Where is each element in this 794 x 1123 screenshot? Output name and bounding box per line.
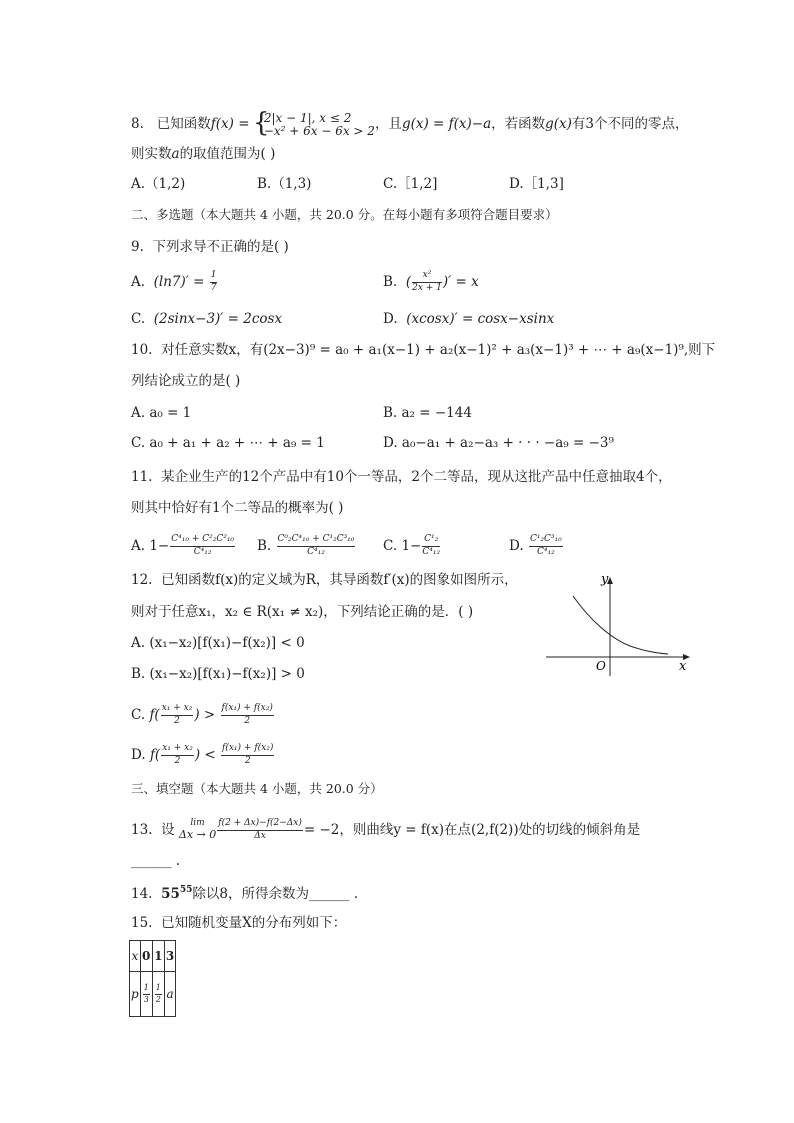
q15-row-p: [130, 972, 176, 1017]
q13-blank[interactable]: ______ .: [131, 853, 181, 869]
q12-d-pre: f(: [149, 746, 161, 763]
q13-pre: 设: [161, 821, 175, 838]
q12-option-c[interactable]: [131, 704, 275, 727]
q11-b-num: C⁰₂C⁴₁₀ + C¹₂C³₁₀: [277, 535, 356, 547]
q12-c-frac2: [221, 704, 274, 727]
q10-option-b[interactable]: B. a₂ = −144: [383, 405, 472, 421]
graph-x-label: x: [679, 659, 687, 674]
q10-option-c[interactable]: C. a₀ + a₁ + a₂ + ⋯ + a₉ = 1: [131, 435, 325, 451]
q15-cell-0: 0: [140, 941, 152, 972]
q11-c-den: C⁴₁₂: [422, 546, 441, 557]
q11-d-fraction: [529, 535, 563, 558]
q13-fraction: [217, 819, 303, 842]
q11-d-den: C⁴₁₂: [536, 546, 555, 557]
q8-line2: [131, 148, 275, 162]
q13-number: 13.: [131, 821, 153, 838]
q14-text: 除以8，所得余数为: [192, 886, 309, 902]
q9-text: 下列求导不正确的是( ): [152, 239, 289, 255]
q8-option-d[interactable]: D.［1,3]: [509, 176, 564, 192]
q12-c-pre: f(: [149, 706, 160, 723]
q11-option-b[interactable]: [257, 535, 356, 558]
q10-text: 对任意实数x，有(2x−3)⁹ = a₀ + a₁(x−1) + a₂(x−1)² + a₃(x−1)³ + ⋯ + a₉(x−1)⁹,则下: [161, 342, 716, 358]
q9-c-expr: (2sinx−3)′ = 2cosx: [153, 311, 283, 327]
q12-d-frac1: [161, 744, 194, 767]
q8-lead: 已知函数: [156, 116, 211, 133]
q12-derivative-graph: [540, 570, 700, 680]
q15-line: [131, 917, 346, 931]
q9-d-expr: (xcosx)′ = cosx−xsinx: [406, 311, 555, 327]
q12-option-d[interactable]: [131, 744, 275, 767]
q12-c-mid: ) >: [194, 706, 216, 723]
graph-y-label: y: [601, 572, 609, 587]
q11-c-label: C.: [383, 537, 398, 554]
q15-cell-a: a: [164, 972, 175, 1017]
q10-option-d[interactable]: D. a₀−a₁ + a₂−a₃ + · · · −a₉ = −3⁹: [383, 435, 614, 451]
q15-cell-p: p: [130, 972, 141, 1017]
q11-a-label: A.: [131, 537, 146, 554]
q11-a-fraction: [170, 535, 235, 558]
q14-base: 55: [161, 886, 180, 902]
q11-c-num: C¹₂: [422, 535, 440, 547]
q11-option-c[interactable]: [383, 535, 441, 558]
q12-c-num1: x₁ + x₂: [161, 704, 194, 716]
q13-lim: lim: [190, 818, 205, 829]
q12-c-den2: 2: [244, 715, 251, 726]
q8-option-c[interactable]: C.［1,2]: [383, 176, 438, 192]
q11-d-label: D.: [509, 537, 524, 554]
q12-c-num2: f(x₁) + f(x₂): [221, 704, 274, 716]
q15-p1-den: 3: [143, 994, 149, 1004]
q14-number: 14.: [131, 886, 153, 902]
q8-case1: 2|x − 1|, x ≤ 2: [263, 111, 352, 125]
q12-d-den2: 2: [244, 755, 251, 766]
q9-number: 9.: [131, 239, 144, 255]
q9-a-num: 1: [210, 271, 218, 283]
q8-gx2: g(x): [545, 116, 572, 133]
q12-d-label: D.: [131, 746, 146, 763]
q12-text: 已知函数f(x)的定义域为R，其导函数f′(x)的图象如图所示，: [161, 572, 518, 588]
q12-c-den1: 2: [174, 715, 180, 726]
q8-gx: g(x) = f(x)−a: [401, 116, 492, 133]
q13-line: [131, 819, 640, 842]
q12-option-a[interactable]: A. (x₁−x₂)[f(x₁)−f(x₂)] < 0: [131, 635, 305, 651]
q11-a-den: C⁴₁₂: [193, 546, 212, 557]
q11-option-a[interactable]: [131, 535, 236, 558]
q8-number: 8.: [131, 116, 144, 133]
q12-d-frac2: [221, 744, 274, 767]
q15-p2-den: 2: [155, 994, 161, 1004]
q8-line2a: 则实数: [131, 146, 172, 162]
q15-row-x: [130, 941, 176, 972]
q14-blank[interactable]: ______ .: [309, 886, 359, 902]
q12-c-frac1: [161, 704, 194, 727]
graph-curve: [573, 596, 668, 654]
q15-distribution-table: [129, 940, 176, 1017]
q8-option-b[interactable]: B.（1,3): [257, 176, 312, 192]
q12-d-num2: f(x₁) + f(x₂): [221, 744, 274, 756]
q10-number: 10.: [131, 342, 153, 358]
q15-cell-1: 1: [152, 941, 164, 972]
q11-a-pre: 1−: [149, 537, 170, 554]
q11-a-num: C⁴₁₀ + C²₂C²₁₀: [170, 535, 235, 547]
q14-line: [131, 886, 358, 902]
q9-c-label: C.: [131, 311, 146, 327]
q13-num: f(2 + Δx)−f(2−Δx): [217, 819, 303, 831]
q11-c-pre: 1−: [401, 537, 422, 554]
q12-line2: 则对于任意x₁，x₂ ∈ R(x₁ ≠ x₂)，下列结论正确的是．( ): [131, 604, 474, 620]
q12-d-mid: ) <: [194, 746, 216, 763]
section-3-heading: 三、填空题（本大题共 4 小题，共 20.0 分）: [131, 781, 383, 796]
q15-p1-num: 1: [143, 984, 150, 995]
q9-a-den: 7: [210, 282, 217, 293]
q11-line2: 则其中恰好有1个二等品的概率为( ): [131, 500, 344, 516]
q13-limit: [179, 819, 216, 841]
q13-limsub: Δx → 0: [178, 828, 217, 842]
q8-line2b: 的取值范围为( ): [179, 146, 276, 162]
q15-cell-x: x: [130, 941, 141, 972]
q15-cell-p2: [152, 972, 164, 1017]
q11-number: 11.: [131, 469, 153, 485]
q11-b-label: B.: [257, 537, 272, 554]
q13-den: Δx: [254, 830, 266, 841]
q9-b-tail: )′ = x: [442, 273, 479, 290]
q15-cell-3: 3: [164, 941, 175, 972]
q13-tail: = −2，则曲线y = f(x)在点(2,f(2))处的切线的倾斜角是: [303, 821, 641, 838]
q11-d-num: C¹₂C³₁₀: [529, 535, 563, 547]
q8-tail1: ，若函数: [491, 116, 546, 133]
q9-a-fraction: [210, 271, 218, 294]
q12-option-b[interactable]: B. (x₁−x₂)[f(x₁)−f(x₂)] > 0: [131, 666, 305, 682]
q12-c-label: C.: [131, 706, 146, 723]
q11-c-fraction: [422, 535, 440, 558]
graph-origin-label: O: [596, 659, 606, 673]
q8-option-a[interactable]: A.（1,2): [131, 176, 186, 192]
q15-number: 15.: [131, 915, 153, 931]
q8-brace: {: [252, 108, 270, 138]
q9-b-num: x²: [412, 271, 442, 283]
q8-fx: f(x) =: [210, 116, 250, 133]
q9-option-b[interactable]: B. ( $\frac{\text{x²}}{2x + 1}$ )′ = x: [383, 270, 479, 293]
q12-line1: [131, 574, 518, 588]
q9-b-fraction: [412, 271, 442, 294]
q9-option-d[interactable]: [383, 313, 554, 327]
q15-p2-num: 1: [155, 984, 162, 995]
q12-d-den1: 2: [174, 755, 181, 766]
q15-text: 已知随机变量X的分布列如下：: [161, 915, 347, 931]
q11-b-den: C⁴₁₂: [307, 546, 325, 557]
q12-number: 12.: [131, 572, 153, 588]
q9-option-c[interactable]: [131, 313, 282, 327]
q11-b-fraction: [277, 535, 356, 558]
q9-a-label: A.: [131, 273, 146, 290]
q9-option-a[interactable]: [131, 271, 218, 294]
section-2-heading: 二、多选题（本大题共 4 小题，共 20.0 分。在每小题有多项符合题目要求）: [131, 207, 558, 222]
q9-b-label: B.: [383, 273, 398, 290]
q11-text: 某企业生产的12个产品中有10个一等品，2个二等品，现从这批产品中任意抽取4个，: [161, 469, 672, 485]
q8-case2: −x² + 6x − 6x > 2: [263, 123, 375, 138]
q12-d-num1: x₁ + x₂: [161, 744, 194, 756]
q9-a-expr: (ln7)′ =: [153, 273, 205, 290]
q10-option-a[interactable]: A. a₀ = 1: [131, 405, 192, 421]
q8-line1: [131, 108, 689, 138]
q9-b-den: 2x + 1: [412, 282, 442, 293]
q8-var: a: [171, 146, 180, 162]
q14-exp: 55: [179, 885, 193, 895]
q10-line2: 列结论成立的是( ): [131, 373, 241, 389]
q9-line: [131, 241, 289, 255]
q11-option-d[interactable]: [509, 535, 564, 558]
q8-tail2: 有3个不同的零点，: [571, 116, 689, 133]
q8-mid: ，且: [374, 116, 402, 133]
q9-d-label: D.: [383, 311, 398, 327]
q10-line1: [131, 344, 715, 358]
q15-cell-p1: [140, 972, 152, 1017]
q8-piecewise: [252, 108, 375, 138]
q11-line1: [131, 471, 672, 485]
